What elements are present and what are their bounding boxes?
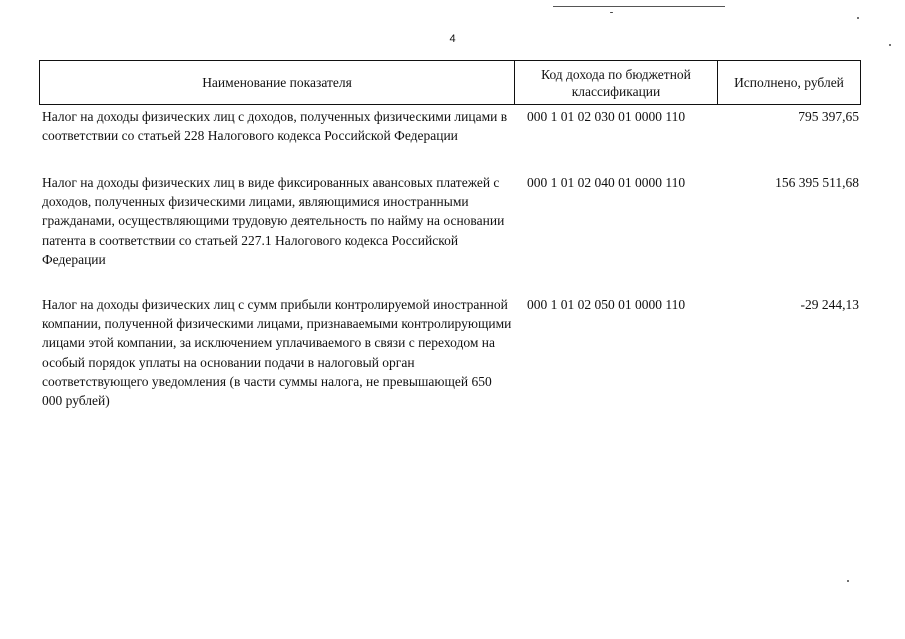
row-indicator-name: Налог на доходы физических лиц с сумм прибыли контролируемой иностранной компании, полученной физическими лицами, признаваемыми контролирующими лицами этой компании, за исключением уплачиваемого в связи с переходом на особый порядок уплаты на основании подачи в налоговый орган соответствующего уведомления (в части суммы налога, не превышающей 650 000 рублей) [42, 297, 512, 409]
scan-speck [610, 12, 613, 13]
header-indicator-name: Наименование показателя [40, 61, 515, 104]
row-indicator-name: Налог на доходы физических лиц в виде фиксированных авансовых платежей с доходов, полученных физическими лицами, являющимися иностранными гражданами, осуществляющими трудовую деятельность по найму на основании патента в соответствии со статьей 227.1 Налогового кодекса Российской Федерации [42, 175, 505, 267]
row-budget-code: 000 1 01 02 030 01 0000 110 [527, 109, 686, 124]
header-executed-amount: Исполнено, рублей [734, 75, 844, 90]
row-budget-code: 000 1 01 02 040 01 0000 110 [527, 175, 686, 190]
scan-line-mark [553, 6, 725, 7]
scan-speck [847, 580, 849, 582]
row-executed-amount: 156 395 511,68 [775, 175, 859, 190]
header-budget-code: Код дохода по бюджетной классификации [515, 61, 718, 104]
row-indicator-name: Налог на доходы физических лиц с доходов, полученных физическими лицами в соответствии со статьей 228 Налогового кодекса Российской Федерации [42, 109, 508, 144]
table-header [39, 60, 861, 105]
scan-speck [857, 17, 859, 19]
row-executed-amount: -29 244,13 [800, 297, 859, 312]
row-budget-code: 000 1 01 02 050 01 0000 110 [527, 297, 686, 312]
row-executed-amount: 795 397,65 [798, 109, 859, 124]
page-number: 4 [449, 33, 456, 45]
